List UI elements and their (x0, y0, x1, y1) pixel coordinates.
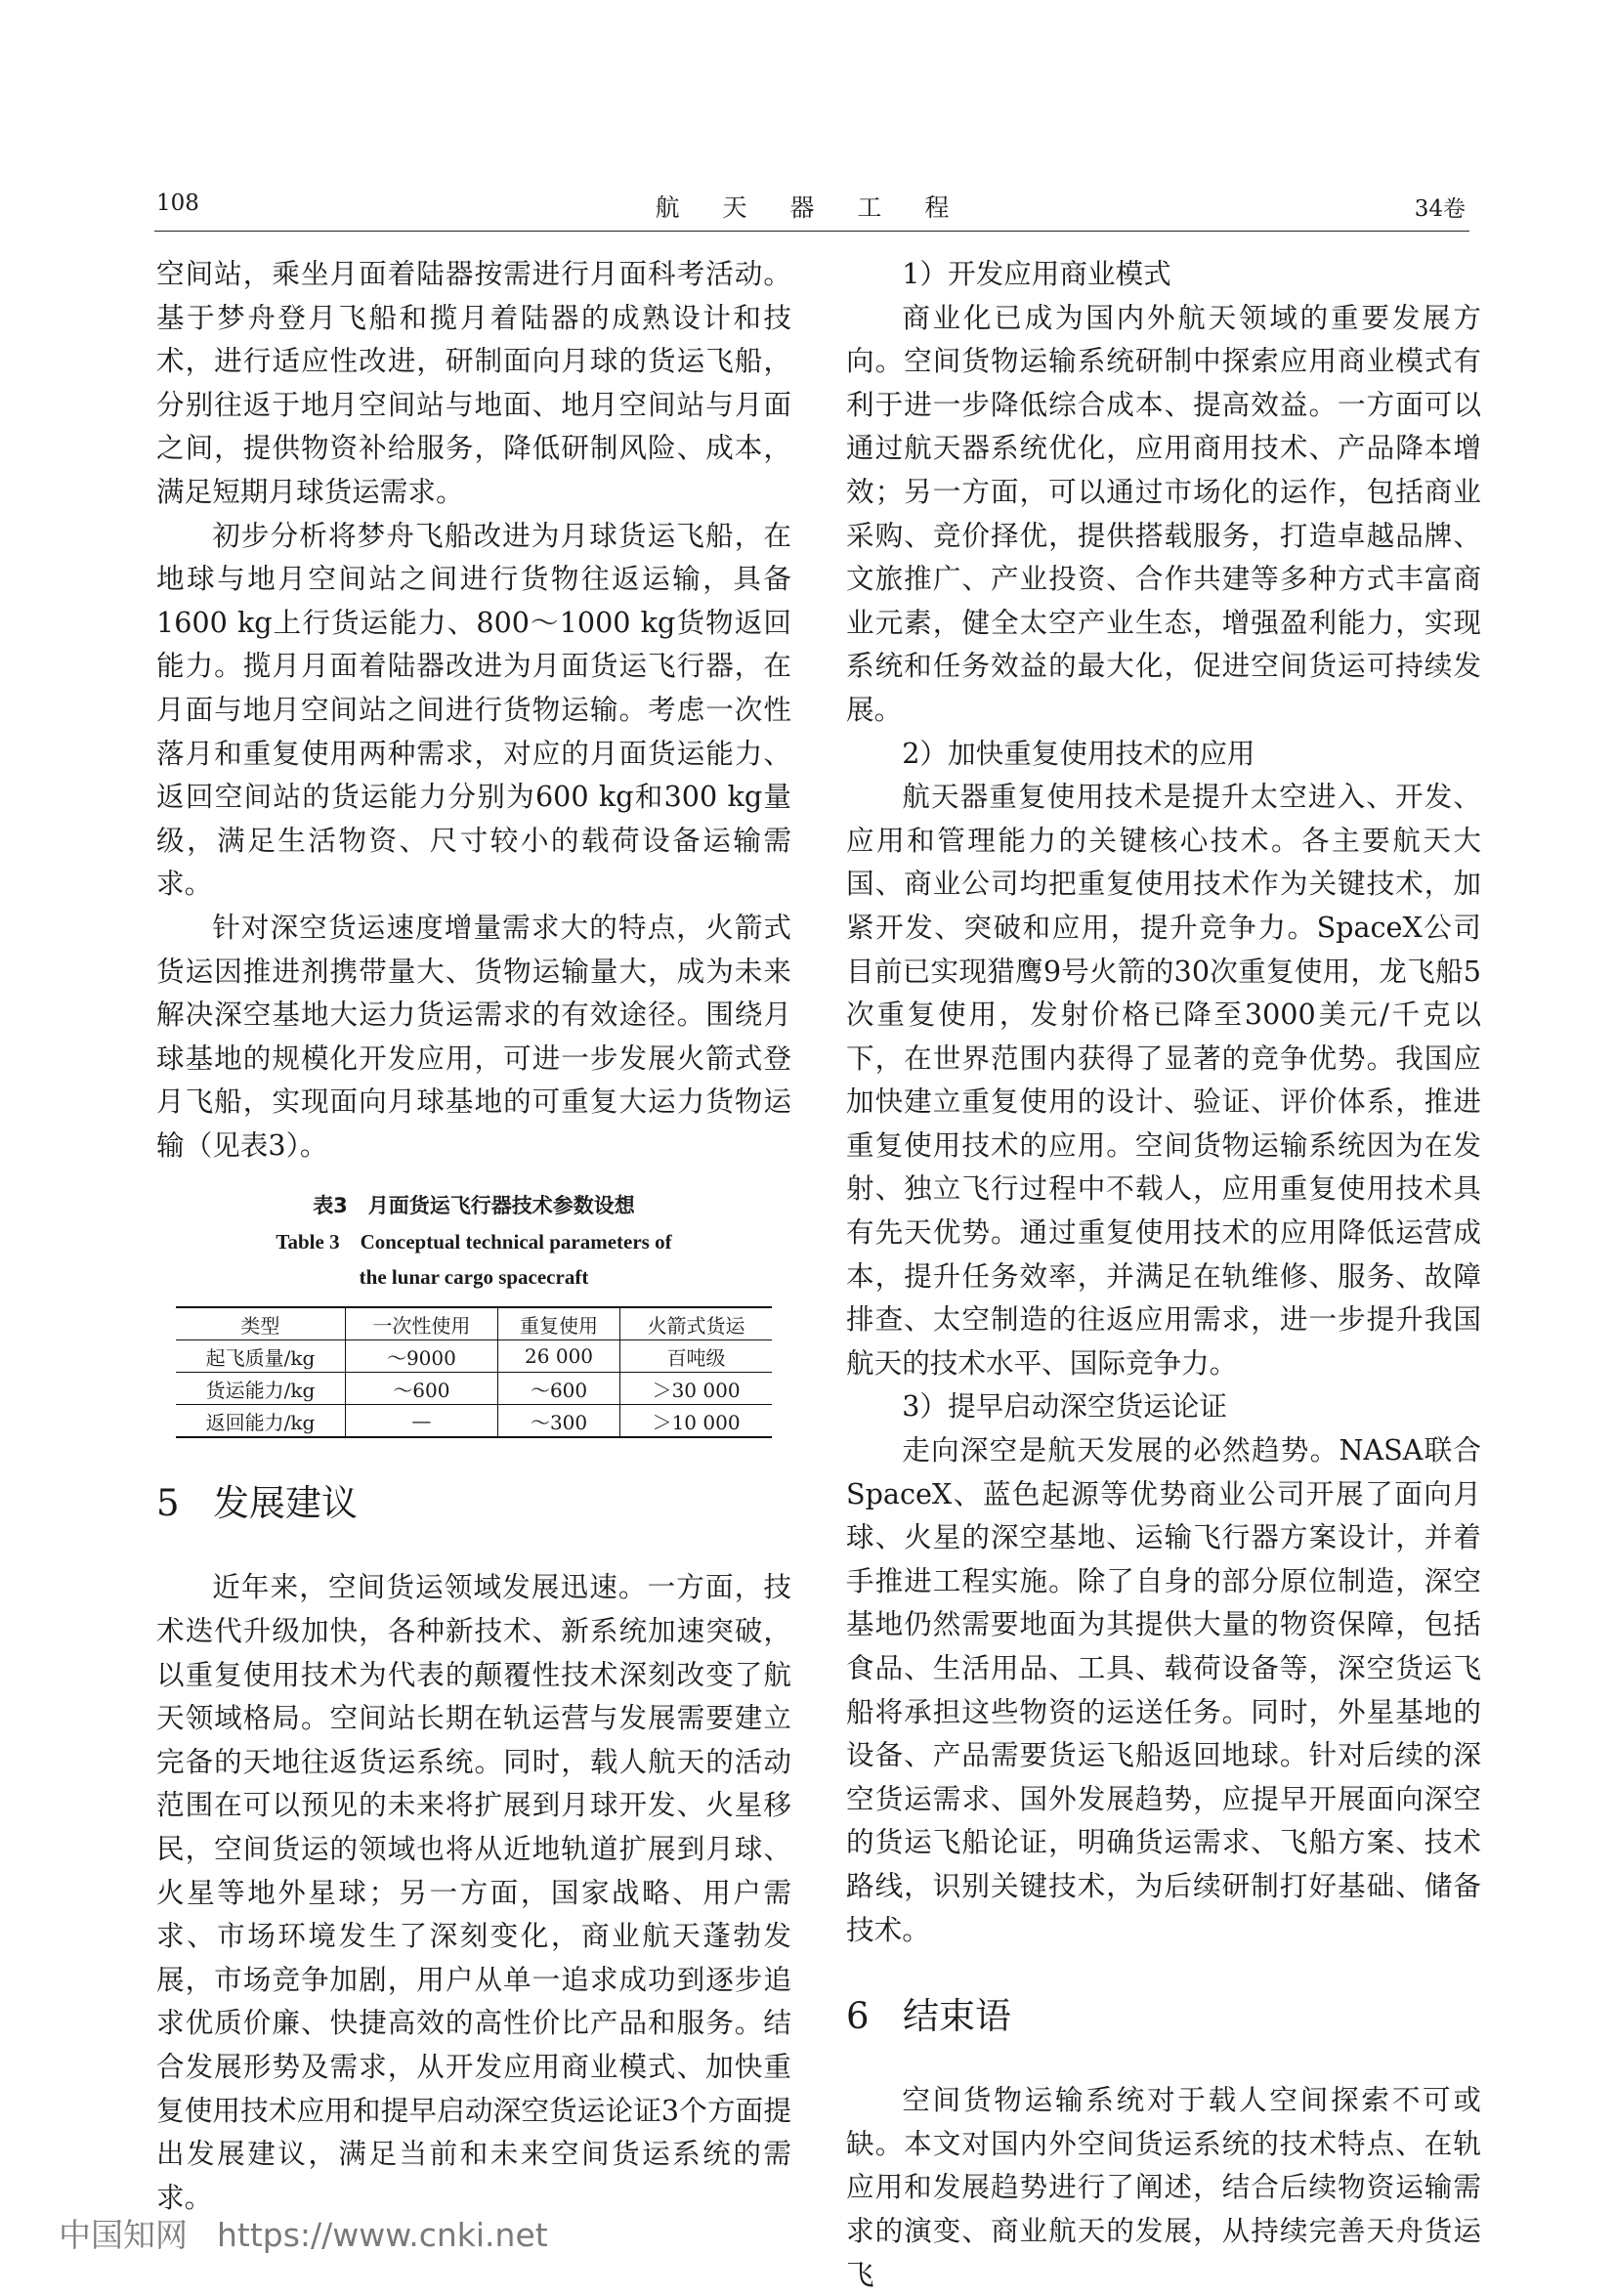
table-row (176, 1340, 772, 1373)
table-cell: 起飞质量/kg (205, 1345, 316, 1370)
table-cell: ～9000 (345, 1340, 497, 1373)
table-header: 重复使用 (497, 1307, 619, 1340)
table-header: 一次性使用 (345, 1307, 497, 1340)
paragraph: 空间站，乘坐月面着陆器按需进行月面科考活动。基于梦舟登月飞船和揽月着陆器的成熟设计和技术，进行适应性改进，研制面向月球的货运飞船，分别往返于地月空间站与地面、地月空间站与月面之间，提供物资补给服务，降低研制风险、成本，满足短期月球货运需求。 (156, 257, 791, 508)
table-header: 火箭式货运 (620, 1307, 772, 1340)
paragraph: 近年来，空间货运领域发展迅速。一方面，技术迭代升级加快，各种新技术、新系统加速突破，以重复使用技术为代表的颠覆性技术深刻改变了航天领域格局。空间站长期在轨运营与发展需要建立完备的天地往返货运系统。同时，载人航天的活动范围在可以预见的未来将扩展到月球开发、火星移民，空间货运的领域也将从近地轨道扩展到月球、火星等地外星球；另一方面，国家战略、用户需求、市场环境发生了深刻变化，商业航天蓬勃发展，市场竞争加剧，用户从单一追求成功到逐步追求优质价廉、快捷高效的高性价比产品和服务。结合发展形势及需求，从开发应用商业模式、加快重复使用技术应用和提早启动深空货运论证3个方面提出发展建议，满足当前和未来空间货运系统的需求。 (156, 1570, 791, 2214)
left-column (156, 252, 791, 2219)
journal-title: 航 天 器 工 程 (655, 193, 967, 222)
table-caption-cn: 表3 月面货运飞行器技术参数设想 (313, 1194, 635, 1218)
section-title: 发展建议 (213, 1482, 358, 1525)
table-cell: ～600 (497, 1373, 619, 1405)
section-heading (156, 1479, 791, 1528)
table-row (176, 1373, 772, 1405)
table-cell: — (345, 1405, 497, 1438)
cnki-url: https://www.cnki.net (217, 2216, 548, 2254)
table-cell: ～300 (497, 1405, 619, 1438)
table-header: 类型 (240, 1313, 280, 1338)
paragraph: 航天器重复使用技术是提升太空进入、开发、应用和管理能力的关键核心技术。各主要航天大国、商业公司均把重复使用技术作为关键技术，加紧开发、突破和应用，提升竞争力。SpaceX公司目前已实现猎鹰9号火箭的30次重复使用，龙飞船5次重复使用，发射价格已降至3000美元/千克以下，在世界范围内获得了显著的竞争优势。我国应加快建立重复使用的设计、验证、评价体系，推进重复使用技术的应用。空间货物运输系统因为在发射、独立飞行过程中不载人，应用重复使用技术具有先天优势。通过重复使用技术的应用降低运营成本，提升任务效率，并满足在轨维修、服务、故障排查、太空制造的往返应用需求，进一步提升我国航天的技术水平、国际竞争力。 (846, 780, 1481, 1380)
table-row (176, 1405, 772, 1438)
section-title: 结束语 (903, 1995, 1011, 2038)
right-column (846, 252, 1481, 2296)
page-header (156, 191, 1466, 230)
section-heading (846, 1992, 1481, 2041)
cnki-logo: 中国知网 (59, 2216, 188, 2254)
table-cell: 百吨级 (620, 1340, 772, 1373)
paragraph: 初步分析将梦舟飞船改进为月球货运飞船，在地球与地月空间站之间进行货物往返运输，具备1600 kg上行货运能力、800～1000 kg货物返回能力。揽月月面着陆器改进为月面货运飞行器，在月面与地月空间站之间进行货物运输。考虑一次性落月和重复使用两种需求，对应的月面货运能力、返回空间站的货运能力分别为600 kg和300 kg量级，满足生活物资、尺寸较小的载荷设备运输需求。 (156, 518, 791, 901)
table-3 (156, 1188, 791, 1438)
section-number: 5 (156, 1482, 180, 1525)
cnki-watermark (59, 2210, 548, 2256)
subheading: 2）加快重复使用技术的应用 (902, 736, 1255, 770)
table-cell: 货运能力/kg (205, 1378, 316, 1402)
table-cell: ＞10 000 (620, 1405, 772, 1438)
subheading: 1）开发应用商业模式 (902, 257, 1171, 290)
page-number: 108 (156, 191, 199, 216)
table-caption-en: Table 3 Conceptual technical parameters of (276, 1230, 672, 1254)
table-cell: 26 000 (497, 1340, 619, 1373)
table-cell: ～600 (345, 1373, 497, 1405)
paragraph: 商业化已成为国内外航天领域的重要发展方向。空间货物运输系统研制中探索应用商业模式有利于进一步降低综合成本、提高效益。一方面可以通过航天器系统优化，应用商用技术、产品降本增效；另一方面，可以通过市场化的运作，包括商业采购、竞价择优，提供搭载服务，打造卓越品牌、文旅推广、产业投资、合作共建等多种方式丰富商业元素，健全太空产业生态，增强盈利能力，实现系统和任务效益的最大化，促进空间货运可持续发展。 (846, 300, 1481, 726)
header-rule (154, 231, 1469, 232)
paragraph: 空间货物运输系统对于载人空间探索不可或缺。本文对国内外空间货运系统的技术特点、在轨应用和发展趋势进行了阐述，结合后续物资运输需求的演变、商业航天的发展，从持续完善天舟货运飞 (846, 2083, 1481, 2291)
table-cell: ＞30 000 (620, 1373, 772, 1405)
subheading: 3）提早启动深空货运论证 (902, 1389, 1227, 1424)
section-number: 6 (846, 1995, 870, 2038)
paragraph: 走向深空是航天发展的必然趋势。NASA联合SpaceX、蓝色起源等优势商业公司开展了面向月球、火星的深空基地、运输飞行器方案设计，并着手推进工程实施。除了自身的部分原位制造，深空基地仍然需要地面为其提供大量的物资保障，包括食品、生活用品、工具、载荷设备等，深空货运飞船将承担这些物资的运送任务。同时，外星基地的设备、产品需要货运飞船返回地球。针对后续的深空货运需求、国外发展趋势，应提早开展面向深空的货运飞船论证，明确货运需求、飞船方案、技术路线，识别关键技术，为后续研制打好基础、储备技术。 (846, 1433, 1481, 1946)
table-cell: 返回能力/kg (205, 1410, 316, 1434)
volume-label: 34卷 (1414, 196, 1466, 222)
table-caption-en: the lunar cargo spacecraft (359, 1265, 589, 1290)
paragraph: 针对深空货运速度增量需求大的特点，火箭式货运因推进剂携带量大、货物运输量大，成为未来解决深空基地大运力货运需求的有效途径。围绕月球基地的规模化开发应用，可进一步发展火箭式登月飞船，实现面向月球基地的可重复大运力货物运输（见表3）。 (156, 910, 791, 1162)
parameters-table (176, 1306, 772, 1438)
table-header-row (176, 1307, 772, 1340)
